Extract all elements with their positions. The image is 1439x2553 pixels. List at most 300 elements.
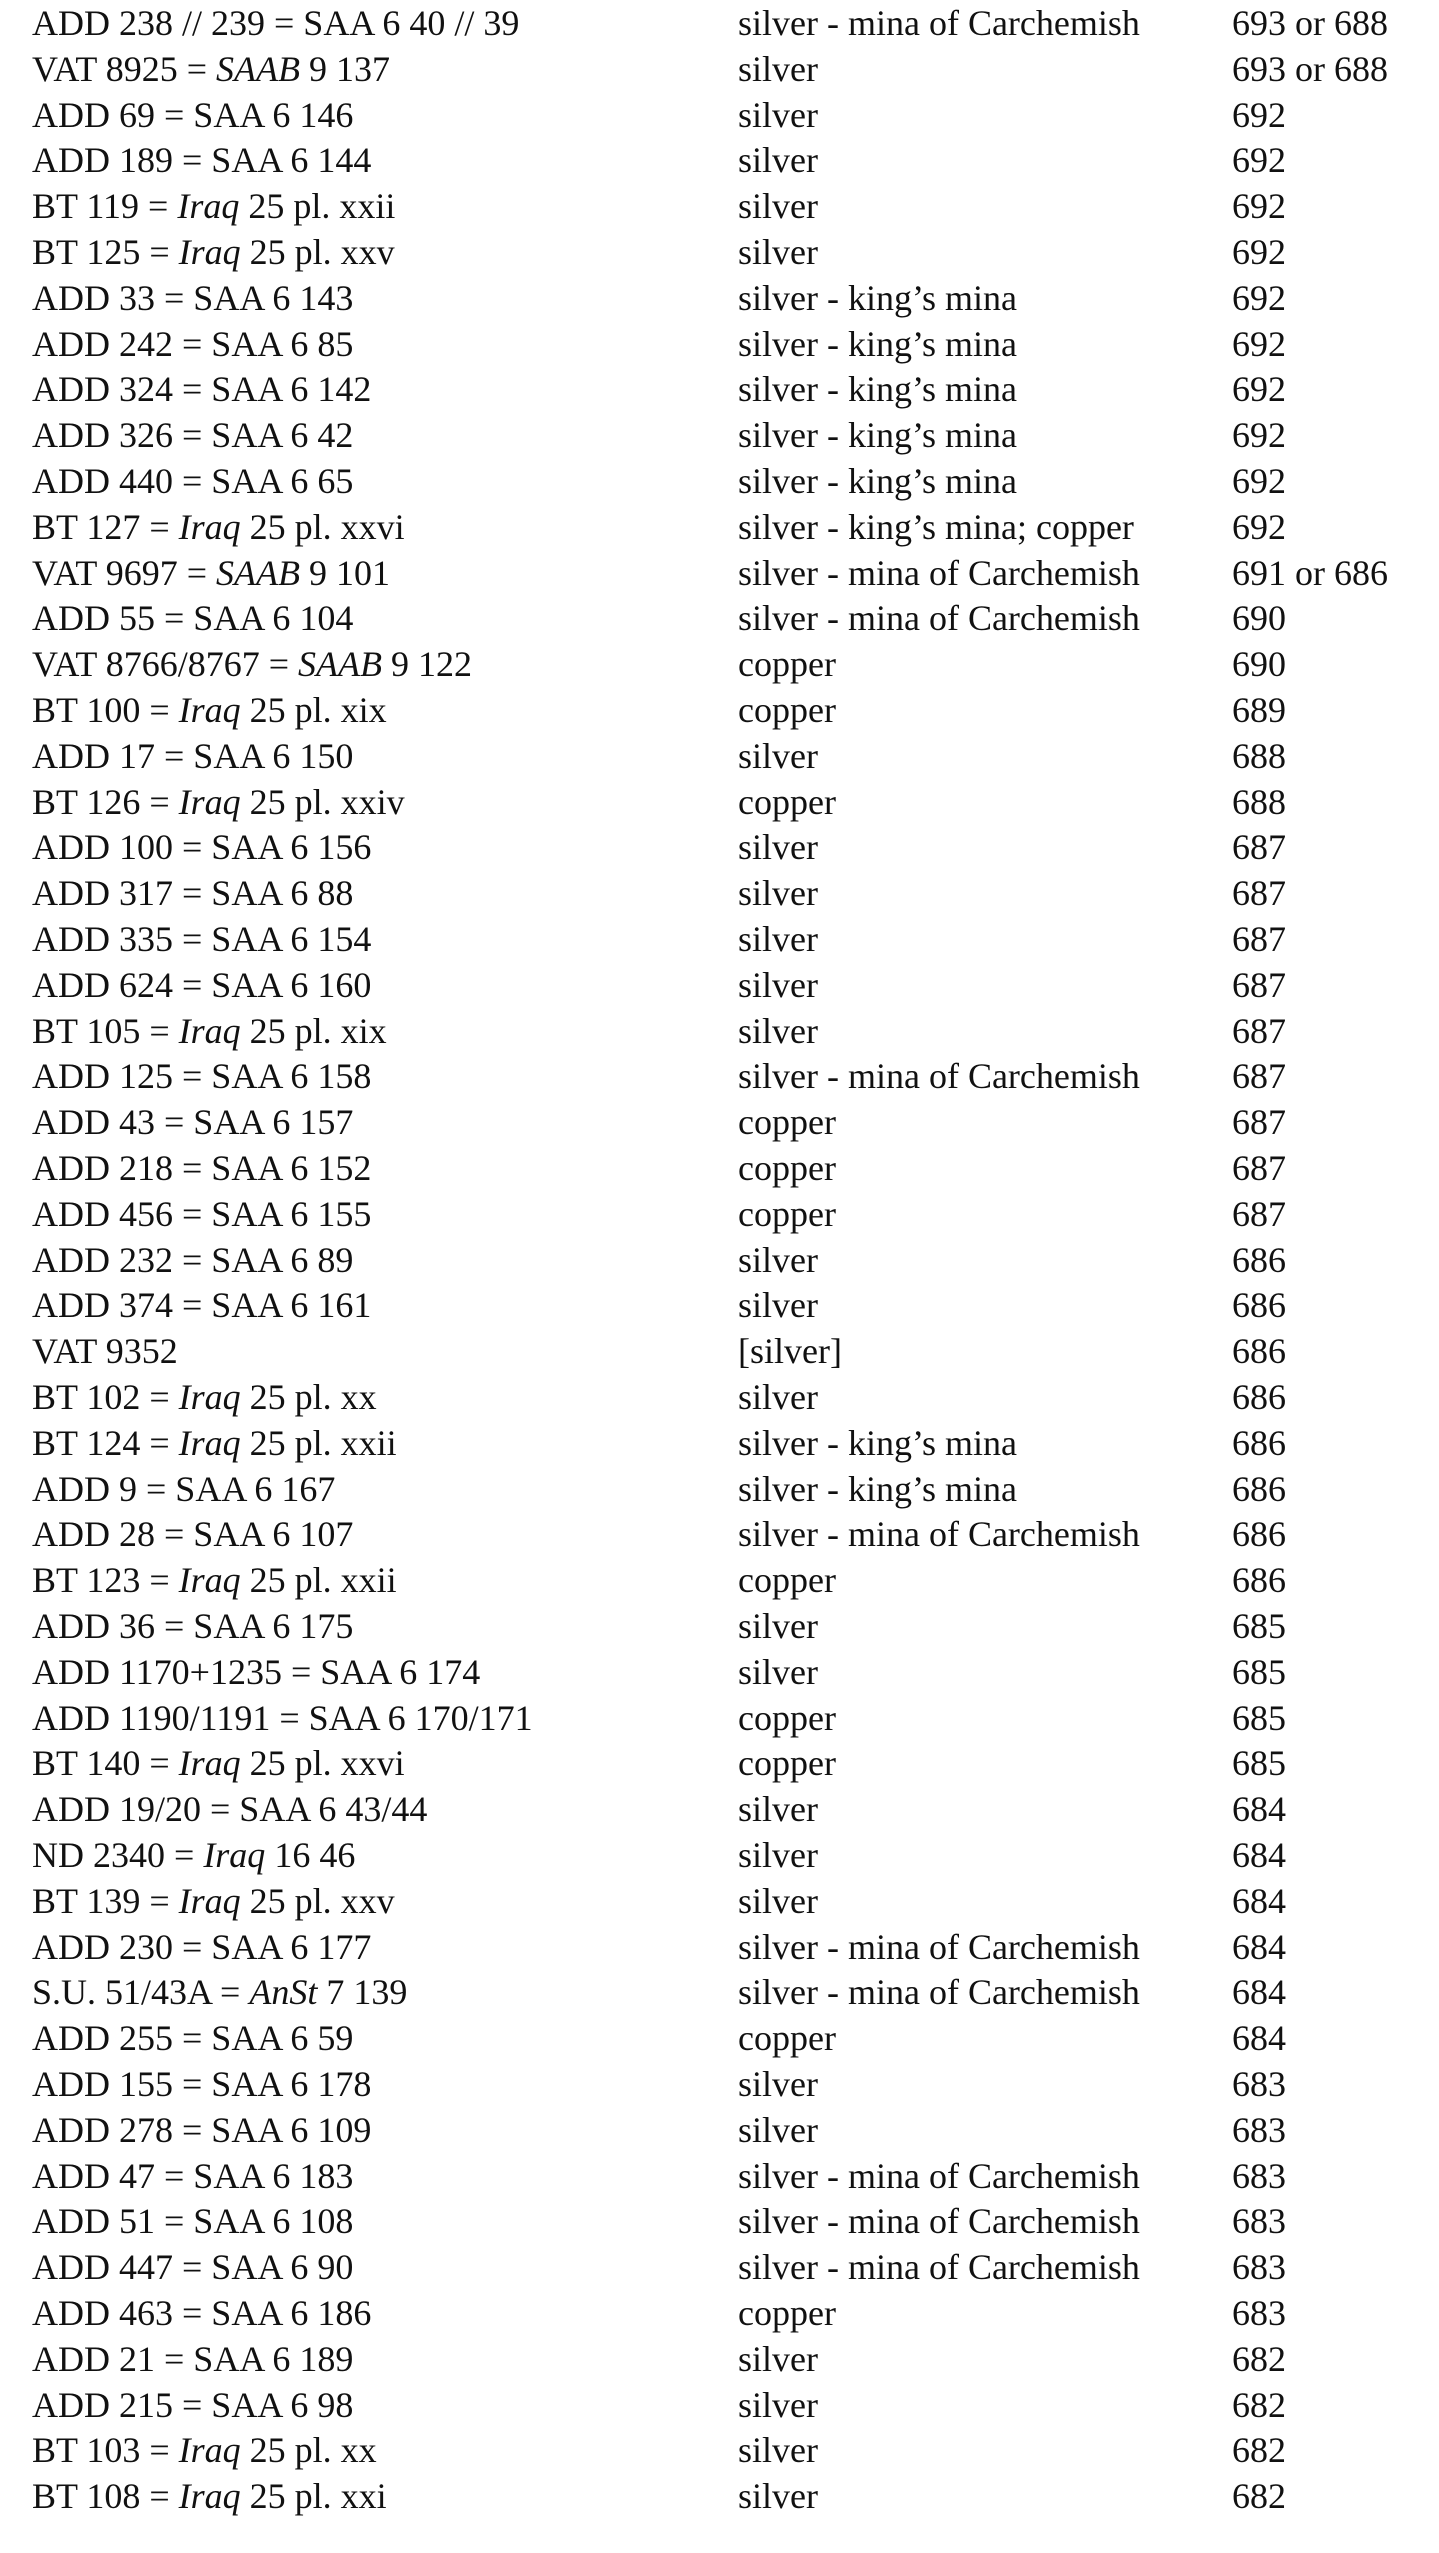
text-reference — [32, 366, 371, 412]
date-cell: 693 or 688 — [1232, 3, 1388, 43]
text-reference — [32, 2153, 353, 2199]
date-cell: 692 — [1232, 232, 1286, 272]
date-cell: 686 — [1232, 1560, 1286, 1601]
material-cell: copper — [738, 1102, 836, 1143]
text-reference — [32, 550, 390, 596]
date-cell: 693 or 688 — [1232, 48, 1388, 89]
material-cell: silver — [738, 2476, 818, 2517]
reference-segment: ADD 463 = SAA 6 186 — [32, 2293, 372, 2333]
table-row — [0, 1878, 1439, 1924]
reference-segment: ADD 255 = SAA 6 59 — [32, 2018, 354, 2059]
table-row — [0, 962, 1439, 1008]
text-reference — [32, 2427, 377, 2473]
table-row — [0, 183, 1439, 229]
text-reference — [32, 824, 371, 870]
date-cell: 690 — [1232, 644, 1286, 685]
material-cell: copper — [738, 1697, 836, 1738]
material-cell: silver — [738, 94, 818, 135]
publication-name: Iraq — [178, 690, 241, 730]
text-reference — [32, 183, 395, 229]
table-row — [0, 1603, 1439, 1649]
date-cell: 686 — [1232, 1468, 1286, 1509]
date-cell: 688 — [1232, 735, 1286, 776]
reference-segment: ADD 100 = SAA 6 156 — [32, 827, 372, 868]
reference-segment: ADD 278 = SAA 6 109 — [32, 2109, 372, 2150]
table-row — [0, 2061, 1439, 2107]
material-cell: silver — [738, 1377, 818, 1417]
material-cell: silver - mina of Carchemish — [738, 552, 1140, 593]
reference-segment: BT 102 = — [32, 1377, 179, 1417]
table-row — [0, 1282, 1439, 1328]
date-cell: 683 — [1232, 2247, 1286, 2288]
material-cell: copper — [738, 1743, 836, 1784]
text-reference — [32, 1557, 397, 1603]
text-reference — [32, 1603, 353, 1649]
text-reference — [32, 2290, 371, 2336]
date-cell: 687 — [1232, 1102, 1286, 1143]
table-row — [0, 458, 1439, 504]
date-cell: 692 — [1232, 461, 1286, 501]
reference-segment: BT 100 = — [32, 690, 179, 730]
material-cell: silver - king’s mina; copper — [738, 506, 1134, 547]
date-cell: 692 — [1232, 94, 1286, 135]
material-cell: silver — [738, 48, 818, 89]
reference-segment: ADD 47 = SAA 6 183 — [32, 2155, 354, 2196]
reference-segment: ADD 335 = SAA 6 154 — [32, 919, 372, 959]
table-row — [0, 641, 1439, 687]
table-row — [0, 733, 1439, 779]
table-row — [0, 46, 1439, 92]
reference-segment: ADD 155 = SAA 6 178 — [32, 2064, 372, 2104]
reference-segment: BT 139 = — [32, 1880, 179, 1921]
publication-name: Iraq — [178, 232, 241, 272]
text-reference — [32, 1695, 533, 1741]
text-reference — [32, 962, 371, 1008]
reference-segment: 25 pl. xix — [240, 1010, 387, 1051]
date-cell: 685 — [1232, 1606, 1286, 1646]
text-reference — [32, 1786, 427, 1832]
material-cell: silver - mina of Carchemish — [738, 1056, 1140, 1097]
text-reference — [32, 2244, 353, 2290]
date-cell: 685 — [1232, 1697, 1286, 1738]
reference-segment: ADD 326 = SAA 6 42 — [32, 415, 354, 456]
reference-segment: BT 105 = — [32, 1010, 179, 1051]
table-row — [0, 321, 1439, 367]
material-cell: silver - mina of Carchemish — [738, 2201, 1140, 2242]
text-reference — [32, 1328, 178, 1374]
text-reference — [32, 275, 353, 321]
reference-segment: BT 123 = — [32, 1560, 179, 1601]
publication-name: Iraq — [177, 186, 240, 227]
text-reference — [32, 1420, 397, 1466]
reference-segment: 25 pl. xix — [240, 690, 387, 730]
reference-segment: VAT 9697 = — [32, 552, 217, 593]
publication-name: Iraq — [178, 2476, 241, 2517]
text-reference — [32, 2382, 353, 2428]
table-row — [0, 1786, 1439, 1832]
publication-name: SAAB — [216, 48, 300, 89]
table-row — [0, 229, 1439, 275]
reference-segment: 25 pl. xxv — [240, 1880, 395, 1921]
table-row — [0, 412, 1439, 458]
date-cell: 688 — [1232, 781, 1286, 822]
text-reference — [32, 2198, 353, 2244]
reference-segment: 9 137 — [300, 48, 390, 89]
text-reference — [32, 916, 371, 962]
table-row — [0, 2198, 1439, 2244]
table-row — [0, 687, 1439, 733]
material-cell: silver - mina of Carchemish — [738, 2155, 1140, 2196]
reference-segment: ADD 218 = SAA 6 152 — [32, 1148, 372, 1188]
material-cell: silver - king’s mina — [738, 415, 1017, 456]
reference-segment: ADD 624 = SAA 6 160 — [32, 964, 372, 1005]
table-row — [0, 1420, 1439, 1466]
date-cell: 682 — [1232, 2338, 1286, 2379]
material-cell: silver — [738, 232, 818, 272]
material-cell: silver - mina of Carchemish — [738, 1514, 1140, 1555]
date-cell: 686 — [1232, 1377, 1286, 1417]
reference-segment: S.U. 51/43A = — [32, 1972, 250, 2013]
material-cell: silver — [738, 964, 818, 1005]
reference-segment: ADD 9 = SAA 6 167 — [32, 1468, 336, 1509]
table-row — [0, 550, 1439, 596]
reference-segment: 25 pl. xxii — [239, 186, 396, 227]
text-reference — [32, 2061, 371, 2107]
date-cell: 682 — [1232, 2476, 1286, 2517]
text-reference — [32, 321, 353, 367]
date-cell: 687 — [1232, 964, 1286, 1005]
date-cell: 691 or 686 — [1232, 552, 1388, 593]
date-cell: 686 — [1232, 1514, 1286, 1555]
table-row — [0, 1053, 1439, 1099]
reference-segment: ADD 36 = SAA 6 175 — [32, 1606, 354, 1646]
reference-segment: ADD 324 = SAA 6 142 — [32, 369, 372, 410]
text-reference — [32, 1466, 335, 1512]
reference-segment: 25 pl. xxiv — [240, 781, 405, 822]
date-cell: 690 — [1232, 598, 1286, 639]
material-cell: [silver] — [738, 1331, 842, 1372]
table-row — [0, 779, 1439, 825]
material-cell: copper — [738, 1193, 836, 1234]
date-cell: 692 — [1232, 415, 1286, 456]
material-cell: copper — [738, 1560, 836, 1601]
text-reference — [32, 1008, 387, 1054]
date-cell: 685 — [1232, 1743, 1286, 1784]
table-row — [0, 275, 1439, 321]
date-cell: 684 — [1232, 2018, 1286, 2059]
reference-segment: 25 pl. xxii — [240, 1422, 397, 1463]
reference-segment: ADD 69 = SAA 6 146 — [32, 94, 354, 135]
material-cell: silver — [738, 873, 818, 914]
text-reference — [32, 1740, 405, 1786]
text-reference — [32, 0, 519, 46]
text-reference — [32, 137, 371, 183]
publication-name: SAAB — [216, 552, 300, 593]
material-cell: silver — [738, 1880, 818, 1921]
reference-segment: ADD 189 = SAA 6 144 — [32, 140, 372, 181]
reference-segment: ADD 456 = SAA 6 155 — [32, 1193, 372, 1234]
date-cell: 687 — [1232, 873, 1286, 914]
material-cell: silver — [738, 1010, 818, 1051]
publication-name: Iraq — [178, 1880, 241, 1921]
text-reference — [32, 2473, 387, 2519]
publication-name: AnSt — [249, 1972, 318, 2013]
reference-segment: ADD 374 = SAA 6 161 — [32, 1285, 372, 1326]
material-cell: silver — [738, 919, 818, 959]
reference-segment: VAT 8925 = — [32, 48, 217, 89]
text-reference — [32, 1053, 371, 1099]
table-row — [0, 2427, 1439, 2473]
table-row — [0, 1145, 1439, 1191]
text-reference — [32, 595, 353, 641]
text-reference — [32, 1374, 377, 1420]
reference-segment: ADD 125 = SAA 6 158 — [32, 1056, 372, 1097]
reference-segment: ADD 238 // 239 = SAA 6 40 // 39 — [32, 3, 520, 43]
reference-segment: 9 122 — [382, 644, 472, 685]
material-cell: silver — [738, 1835, 818, 1875]
table-row — [0, 2290, 1439, 2336]
reference-segment: BT 127 = — [32, 506, 179, 547]
publication-name: Iraq — [178, 781, 241, 822]
date-cell: 692 — [1232, 140, 1286, 181]
reference-segment: ADD 43 = SAA 6 157 — [32, 1102, 354, 1143]
reference-segment: ADD 51 = SAA 6 108 — [32, 2201, 354, 2242]
publication-name: Iraq — [203, 1835, 266, 1875]
material-cell: silver — [738, 1606, 818, 1646]
date-cell: 689 — [1232, 690, 1286, 730]
table-row — [0, 137, 1439, 183]
date-cell: 682 — [1232, 2384, 1286, 2425]
material-cell: silver - king’s mina — [738, 461, 1017, 501]
date-cell: 692 — [1232, 277, 1286, 318]
reference-segment: ADD 440 = SAA 6 65 — [32, 461, 354, 501]
material-cell: silver — [738, 735, 818, 776]
date-cell: 684 — [1232, 1926, 1286, 1967]
material-cell: silver — [738, 140, 818, 181]
reference-segment: BT 140 = — [32, 1743, 179, 1784]
table-row — [0, 1832, 1439, 1878]
date-cell: 685 — [1232, 1651, 1286, 1692]
reference-segment: BT 124 = — [32, 1422, 179, 1463]
reference-segment: BT 125 = — [32, 232, 179, 272]
reference-segment: ADD 17 = SAA 6 150 — [32, 735, 354, 776]
publication-name: Iraq — [178, 1377, 241, 1417]
table-row — [0, 1466, 1439, 1512]
table-row — [0, 916, 1439, 962]
date-cell: 684 — [1232, 1972, 1286, 2013]
reference-segment: 16 46 — [265, 1835, 356, 1875]
material-cell: silver - mina of Carchemish — [738, 2247, 1140, 2288]
reference-segment: 25 pl. xxvi — [240, 506, 405, 547]
date-cell: 686 — [1232, 1239, 1286, 1280]
date-cell: 686 — [1232, 1285, 1286, 1326]
table-row — [0, 1695, 1439, 1741]
text-reference — [32, 1511, 353, 1557]
material-cell: silver — [738, 1789, 818, 1830]
table-row — [0, 2336, 1439, 2382]
date-cell: 684 — [1232, 1880, 1286, 1921]
reference-segment: ADD 232 = SAA 6 89 — [32, 1239, 354, 1280]
reference-segment: BT 126 = — [32, 781, 179, 822]
text-reference — [32, 641, 472, 687]
date-cell: 692 — [1232, 186, 1286, 227]
date-cell: 684 — [1232, 1835, 1286, 1875]
material-cell: silver — [738, 2338, 818, 2379]
reference-segment: ADD 1190/1191 = SAA 6 170/171 — [32, 1697, 533, 1738]
table-row — [0, 1557, 1439, 1603]
date-cell: 683 — [1232, 2109, 1286, 2150]
publication-name: Iraq — [178, 506, 241, 547]
text-reference — [32, 1649, 480, 1695]
reference-segment: ADD 1170+1235 = SAA 6 174 — [32, 1651, 481, 1692]
table-row — [0, 2107, 1439, 2153]
table-row — [0, 2382, 1439, 2428]
date-cell: 683 — [1232, 2155, 1286, 2196]
reference-segment: ADD 317 = SAA 6 88 — [32, 873, 354, 914]
reference-segment: ADD 215 = SAA 6 98 — [32, 2384, 354, 2425]
date-cell: 686 — [1232, 1331, 1286, 1372]
reference-segment: ND 2340 = — [32, 1835, 204, 1875]
table-row — [0, 1008, 1439, 1054]
reference-segment: ADD 33 = SAA 6 143 — [32, 277, 354, 318]
text-reference — [32, 733, 353, 779]
reference-segment: ADD 28 = SAA 6 107 — [32, 1514, 354, 1555]
date-cell: 683 — [1232, 2293, 1286, 2333]
text-reference — [32, 412, 353, 458]
date-cell: 684 — [1232, 1789, 1286, 1830]
text-reference — [32, 2107, 371, 2153]
text-reference — [32, 458, 353, 504]
text-reference — [32, 1282, 371, 1328]
publication-name: Iraq — [178, 2430, 241, 2471]
material-cell: silver — [738, 1239, 818, 1280]
table-row — [0, 504, 1439, 550]
table-row — [0, 1969, 1439, 2015]
reference-segment: 25 pl. xx — [240, 2430, 377, 2471]
table-row — [0, 1191, 1439, 1237]
table-row — [0, 1740, 1439, 1786]
date-cell: 687 — [1232, 1193, 1286, 1234]
text-reference — [32, 779, 405, 825]
material-cell: silver - mina of Carchemish — [738, 1972, 1140, 2013]
material-cell: silver — [738, 1285, 818, 1326]
date-cell: 686 — [1232, 1422, 1286, 1463]
publication-name: SAAB — [298, 644, 382, 685]
table-row — [0, 92, 1439, 138]
table-row — [0, 1328, 1439, 1374]
table-row — [0, 870, 1439, 916]
date-cell: 687 — [1232, 1148, 1286, 1188]
material-cell: silver - king’s mina — [738, 1468, 1017, 1509]
material-cell: copper — [738, 781, 836, 822]
date-cell: 692 — [1232, 369, 1286, 410]
table-row — [0, 1511, 1439, 1557]
table-row — [0, 2015, 1439, 2061]
text-reference — [32, 229, 395, 275]
text-reference — [32, 1924, 371, 1970]
date-cell: 683 — [1232, 2064, 1286, 2104]
text-reference — [32, 1878, 395, 1924]
reference-segment: 25 pl. xxii — [240, 1560, 397, 1601]
table-row — [0, 1099, 1439, 1145]
text-reference — [32, 46, 390, 92]
reference-segment: 9 101 — [300, 552, 390, 593]
date-cell: 687 — [1232, 1010, 1286, 1051]
publication-name: Iraq — [178, 1422, 241, 1463]
table-row — [0, 2473, 1439, 2519]
table-row — [0, 1237, 1439, 1283]
material-cell: silver - king’s mina — [738, 1422, 1017, 1463]
date-cell: 687 — [1232, 827, 1286, 868]
table-row — [0, 824, 1439, 870]
material-cell: silver — [738, 186, 818, 227]
reference-segment: BT 119 = — [32, 186, 178, 227]
text-reference — [32, 1969, 407, 2015]
text-reference — [32, 92, 353, 138]
material-cell: silver - king’s mina — [738, 369, 1017, 410]
reference-segment: ADD 230 = SAA 6 177 — [32, 1926, 372, 1967]
reference-segment: 7 139 — [317, 1972, 408, 2013]
table-row — [0, 366, 1439, 412]
material-cell: silver - mina of Carchemish — [738, 3, 1140, 43]
date-cell: 687 — [1232, 919, 1286, 959]
reference-segment: 25 pl. xx — [240, 1377, 377, 1417]
material-cell: silver — [738, 2109, 818, 2150]
text-reference — [32, 1099, 353, 1145]
text-reference — [32, 2336, 353, 2382]
material-cell: silver - mina of Carchemish — [738, 598, 1140, 639]
material-cell: silver — [738, 2430, 818, 2471]
reference-segment: VAT 8766/8767 = — [32, 644, 299, 685]
reference-segment: ADD 19/20 = SAA 6 43/44 — [32, 1789, 428, 1830]
reference-segment: ADD 447 = SAA 6 90 — [32, 2247, 354, 2288]
text-reference — [32, 504, 405, 550]
table-row — [0, 1374, 1439, 1420]
material-cell: copper — [738, 644, 836, 685]
reference-segment: ADD 242 = SAA 6 85 — [32, 323, 354, 364]
material-cell: silver - king’s mina — [738, 277, 1017, 318]
material-cell: copper — [738, 2293, 836, 2333]
reference-segment: 25 pl. xxv — [240, 232, 395, 272]
text-reference — [32, 1191, 371, 1237]
material-cell: silver - king’s mina — [738, 323, 1017, 364]
table-row — [0, 0, 1439, 46]
text-reference — [32, 1145, 371, 1191]
date-cell: 687 — [1232, 1056, 1286, 1097]
material-cell: silver — [738, 1651, 818, 1692]
table-row — [0, 595, 1439, 641]
date-cell: 683 — [1232, 2201, 1286, 2242]
reference-segment: BT 103 = — [32, 2430, 179, 2471]
material-cell: copper — [738, 1148, 836, 1188]
reference-segment: ADD 21 = SAA 6 189 — [32, 2338, 354, 2379]
publication-name: Iraq — [178, 1743, 241, 1784]
text-reference — [32, 870, 353, 916]
table-row — [0, 2153, 1439, 2199]
reference-segment: VAT 9352 — [32, 1331, 178, 1372]
reference-segment: 25 pl. xxvi — [240, 1743, 405, 1784]
reference-segment: BT 108 = — [32, 2476, 179, 2517]
table-row — [0, 1924, 1439, 1970]
date-cell: 682 — [1232, 2430, 1286, 2471]
material-cell: silver — [738, 827, 818, 868]
publication-name: Iraq — [178, 1010, 241, 1051]
material-cell: copper — [738, 690, 836, 730]
table-row — [0, 2244, 1439, 2290]
text-reference — [32, 1237, 353, 1283]
material-cell: silver - mina of Carchemish — [738, 1926, 1140, 1967]
date-cell: 692 — [1232, 506, 1286, 547]
